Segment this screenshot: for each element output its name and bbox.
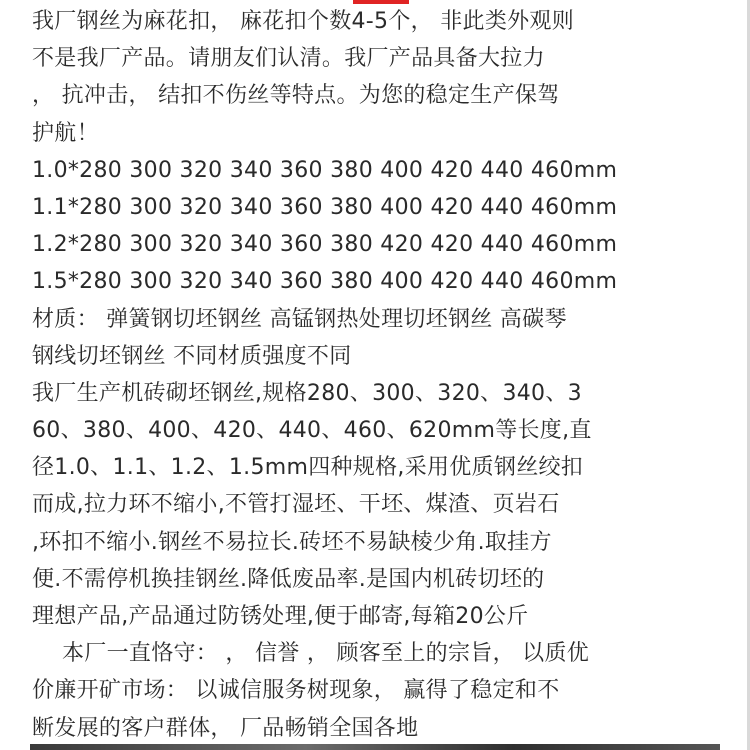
text-line: 价廉开矿市场： 以诚信服务树现象， 赢得了稳定和不 (32, 678, 560, 704)
text-line: 我厂生产机砖砌坯钢丝,规格280、300、320、340、3 (32, 380, 582, 406)
text-line: ， 抗冲击， 结扣不伤丝等特点。为您的稳定生产保驾 (32, 83, 560, 109)
text-line: 便.不需停机换挂钢丝.降低废品率.是国内机砖切坯的 (32, 566, 545, 592)
spec-line: 1.2*280 300 320 340 360 380 420 420 440 460mm (32, 232, 618, 258)
text-line: 不是我厂产品。请朋友们认清。我厂产品具备大拉力 (32, 46, 545, 72)
spec-line: 1.1*280 300 320 340 360 380 400 420 440 460mm (32, 194, 618, 220)
text-line: 我厂钢丝为麻花扣， 麻花扣个数4-5个， 非此类外观则 (32, 9, 575, 34)
description-text-block (32, 3, 722, 747)
text-line: 60、380、400、420、440、460、620mm等长度,直 (32, 418, 592, 444)
image-edge-strip (30, 744, 720, 750)
text-line: 理想产品,产品通过防锈处理,便于邮寄,每箱20公斤 (32, 604, 529, 629)
spec-line: 1.0*280 300 320 340 360 380 400 420 440 460mm (32, 157, 618, 183)
text-line: 本厂一直恪守： ， 信誉 ， 顾客至上的宗旨， 以质优 (62, 641, 590, 667)
text-line: 而成,拉力环不缩小,不管打湿坯、干坯、煤渣、页岩石 (32, 492, 560, 518)
text-line: ,环扣不缩小.钢丝不易拉长.砖坯不易缺棱少角.取挂方 (32, 529, 552, 555)
text-line: 断发展的客户群体， 厂品畅销全国各地 (32, 715, 419, 741)
material-line: 材质： 弹簧钢切坯钢丝 高锰钢热处理切坯钢丝 高碳琴 (32, 306, 567, 332)
text-line: 径1.0、1.1、1.2、1.5mm四种规格,采用优质钢丝绞扣 (32, 455, 584, 481)
material-line: 钢线切坯钢丝 不同材质强度不同 (32, 343, 352, 369)
spec-line: 1.5*280 300 320 340 360 380 400 420 440 460mm (32, 269, 618, 295)
text-line: 护航！ (32, 120, 99, 146)
